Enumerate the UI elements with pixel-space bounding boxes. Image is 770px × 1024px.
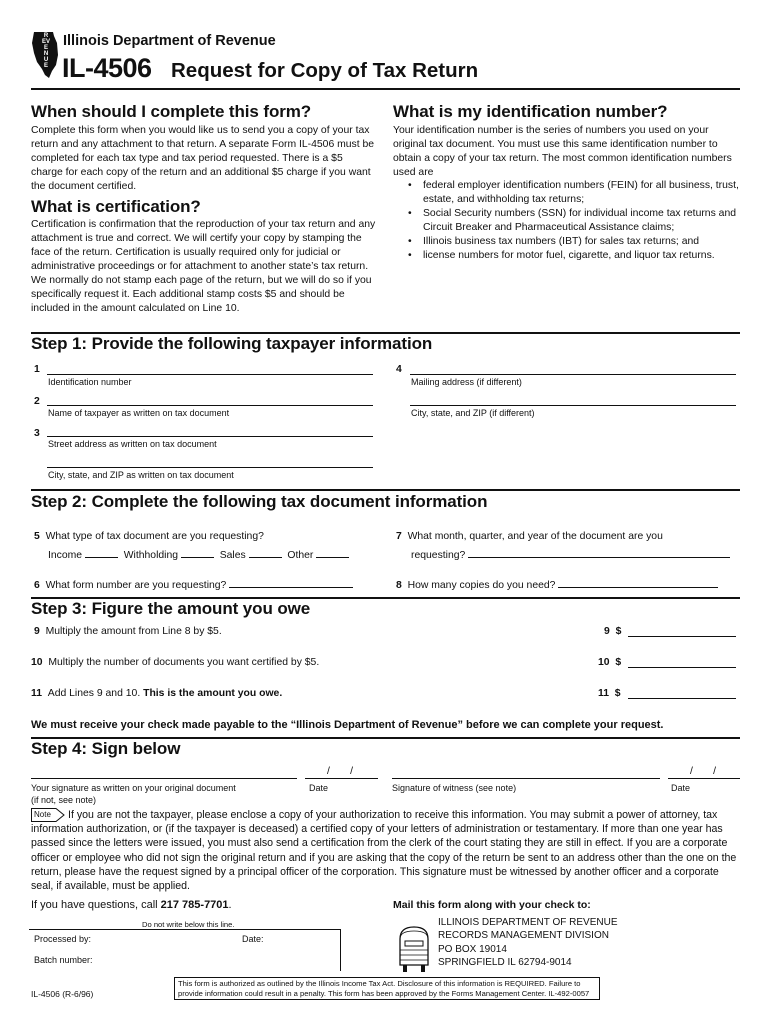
line11: 11 Add Lines 9 and 10. This is the amount you owe. — [31, 688, 283, 699]
agency-name: Illinois Department of Revenue — [63, 33, 276, 49]
line11-amount-input[interactable] — [628, 698, 736, 699]
check-notice: We must receive your check made payable to the “Illinois Department of Revenue” before we can complete your request. — [31, 719, 664, 731]
id-heading: What is my identification number? — [393, 102, 668, 121]
signature-label: Your signature as written on your original document — [31, 783, 236, 793]
mailbox-icon — [397, 925, 431, 973]
form-number: IL-4506 — [62, 53, 152, 83]
signature-input[interactable] — [31, 778, 297, 779]
field-label: Identification number — [48, 377, 132, 387]
list-item: • Social Security numbers (SSN) for individual income tax returns and Circuit Breaker and Pharmaceutical Assistance claims; — [423, 207, 741, 235]
income-check[interactable] — [85, 557, 118, 558]
witness-signature-input[interactable] — [392, 778, 660, 779]
option-income-label: Income — [48, 550, 83, 561]
withholding-check[interactable] — [181, 557, 214, 558]
field-label: Mailing address (if different) — [411, 377, 522, 387]
form-number-input[interactable] — [229, 587, 353, 588]
step2-rule — [31, 489, 740, 491]
line-number: 2 — [34, 396, 40, 407]
line9: 9 Multiply the amount from Line 8 by $5. — [34, 626, 222, 637]
line-number: 3 — [34, 428, 40, 439]
office-use-label: Do not write below this line. — [142, 920, 235, 929]
address-line: RECORDS MANAGEMENT DIVISION — [438, 930, 609, 942]
street-address-input[interactable] — [47, 436, 373, 437]
line10: 10 Multiply the number of documents you want certified by $5. — [31, 657, 320, 668]
mail-heading: Mail this form along with your check to: — [393, 899, 591, 911]
option-withholding-label: Withholding — [123, 550, 179, 561]
city-state-zip-input[interactable] — [47, 467, 373, 468]
address-line: ILLINOIS DEPARTMENT OF REVENUE — [438, 917, 618, 928]
line9-amount-input[interactable] — [628, 636, 736, 637]
state-logo — [31, 31, 61, 79]
form-revision: IL-4506 (R-6/96) — [31, 989, 94, 999]
when-body: Complete this form when you would like us to send you a copy of your tax return and any attachment to that return. A separate Form IL-4506 must be completed for each tax type and tax period requested. There is a $5 charge for each copy of the return and an additional $5 charge if you want the document certified. — [31, 125, 375, 192]
option-other-label: Other — [287, 550, 314, 561]
step2-heading: Step 2: Complete the following tax document information — [31, 492, 488, 511]
list-item: • Illinois business tax numbers (IBT) for sales tax returns; and — [423, 235, 741, 249]
batch-number-label: Batch number: — [34, 955, 93, 965]
note-tag-label: Note — [34, 810, 51, 819]
witness-label: Signature of witness (see note) — [392, 783, 517, 793]
q7: 7 What month, quarter, and year of the document are you — [396, 531, 663, 542]
signature-date-input[interactable] — [305, 778, 378, 779]
id-body: Your identification number is the series of numbers you used on your original tax document. You must use this same identification number to obtain a copy of your tax return. The most common identification numbers used are — [393, 125, 732, 178]
line-number: 4 — [396, 364, 402, 375]
phone-number: 217 785-7701 — [160, 899, 229, 911]
step1-heading: Step 1: Provide the following taxpayer information — [31, 334, 433, 353]
field-label: City, state, and ZIP as written on tax document — [48, 470, 234, 480]
cert-heading: What is certification? — [31, 197, 201, 216]
form-title: Request for Copy of Tax Return — [171, 59, 479, 82]
step3-heading: Step 3: Figure the amount you owe — [31, 599, 311, 618]
step4-heading: Step 4: Sign below — [31, 739, 181, 758]
mailing-city-input[interactable] — [410, 405, 736, 406]
logo-text: REVENUE — [42, 33, 51, 69]
line10-amount-label: 10 $ — [598, 657, 622, 668]
office-date-label: Date: — [242, 934, 264, 944]
q5: 5 What type of tax document are you requesting? — [34, 531, 264, 542]
q8: 8 How many copies do you need? — [396, 579, 718, 593]
list-item: • federal employer identification numbers (FEIN) for all business, trust, estate, and withholding tax returns; — [423, 179, 741, 207]
witness-date-slashes: / / — [690, 766, 716, 777]
mailing-address-input[interactable] — [410, 374, 736, 375]
when-heading: When should I complete this form? — [31, 102, 312, 121]
other-check[interactable] — [316, 557, 349, 558]
id-number-input[interactable] — [47, 374, 373, 375]
sales-check[interactable] — [249, 557, 282, 558]
note-text — [31, 808, 744, 893]
doc-type-options — [48, 549, 349, 563]
id-bullets — [393, 179, 741, 263]
note-body: If you are not the taxpayer, please enclose a copy of your authorization to receive this information. You may submit a power of attorney, tax information authorization, or (if the taxpayer is deceased) a certified copy of your letters of administration or testamentary. If more than one year has passed since the letters were issued, you must also send a certification from the clerk of the court stating they are still in effect. If you are a corporate officer or employee who did not sign the original return and if you are asking that the copy of the return be sent to an address other than the one on the return, please have the request signed by a principal officer of the corporation. This signature must be witnessed by another officer and a corporate seal, if available, must be applied. — [31, 809, 737, 893]
processed-by-label: Processed by: — [34, 934, 92, 944]
date-label: Date — [309, 783, 329, 793]
witness-date-input[interactable] — [668, 778, 740, 779]
mailing-address — [438, 916, 617, 969]
field-label: Street address as written on tax document — [48, 439, 217, 449]
signature-note: (if not, see note) — [31, 795, 97, 805]
address-line: PO BOX 19014 — [438, 943, 507, 955]
q6: 6 What form number are you requesting? — [34, 579, 353, 593]
period-input[interactable] — [468, 557, 730, 558]
option-sales-label: Sales — [219, 550, 246, 561]
header-rule — [31, 88, 740, 90]
date-slashes: / / — [327, 766, 353, 777]
address-line: SPRINGFIELD IL 62794-9014 — [438, 956, 572, 968]
q7-cont: requesting? — [411, 549, 730, 563]
list-item: • license numbers for motor fuel, cigarette, and liquor tax returns. — [423, 249, 741, 263]
witness-date-label: Date — [671, 783, 691, 793]
cert-body: Certification is confirmation that the reproduction of your tax return and any attachment is true and correct. We will certify your copy by stamping the face of the return. Certification is usually required only for judicial or administrative proceedings or for attachment to another state’s tax return. We normally do not stamp each page of the return, but we will do so if you specifically request it. Each additional stamp costs $5 and should be included in the amount calculated on Line 10. — [31, 219, 376, 314]
authority-notice: This form is authorized as outlined by the Illinois Income Tax Act. Disclosure of this information is REQUIRED. Failure to provide information could result in a penalty. This form has been approved by the Forms Management Center. IL-492-0057 — [174, 977, 600, 1000]
copies-input[interactable] — [558, 587, 718, 588]
line9-amount-label: 9 $ — [604, 626, 622, 637]
taxpayer-name-input[interactable] — [47, 405, 373, 406]
line11-amount-label: 11 $ — [598, 688, 621, 699]
field-label: Name of taxpayer as written on tax document — [48, 408, 230, 418]
line10-amount-input[interactable] — [628, 667, 736, 668]
questions-line: If you have questions, call 217 785-7701. — [31, 899, 232, 911]
field-label: City, state, and ZIP (if different) — [411, 408, 535, 418]
line-number: 1 — [34, 364, 40, 375]
